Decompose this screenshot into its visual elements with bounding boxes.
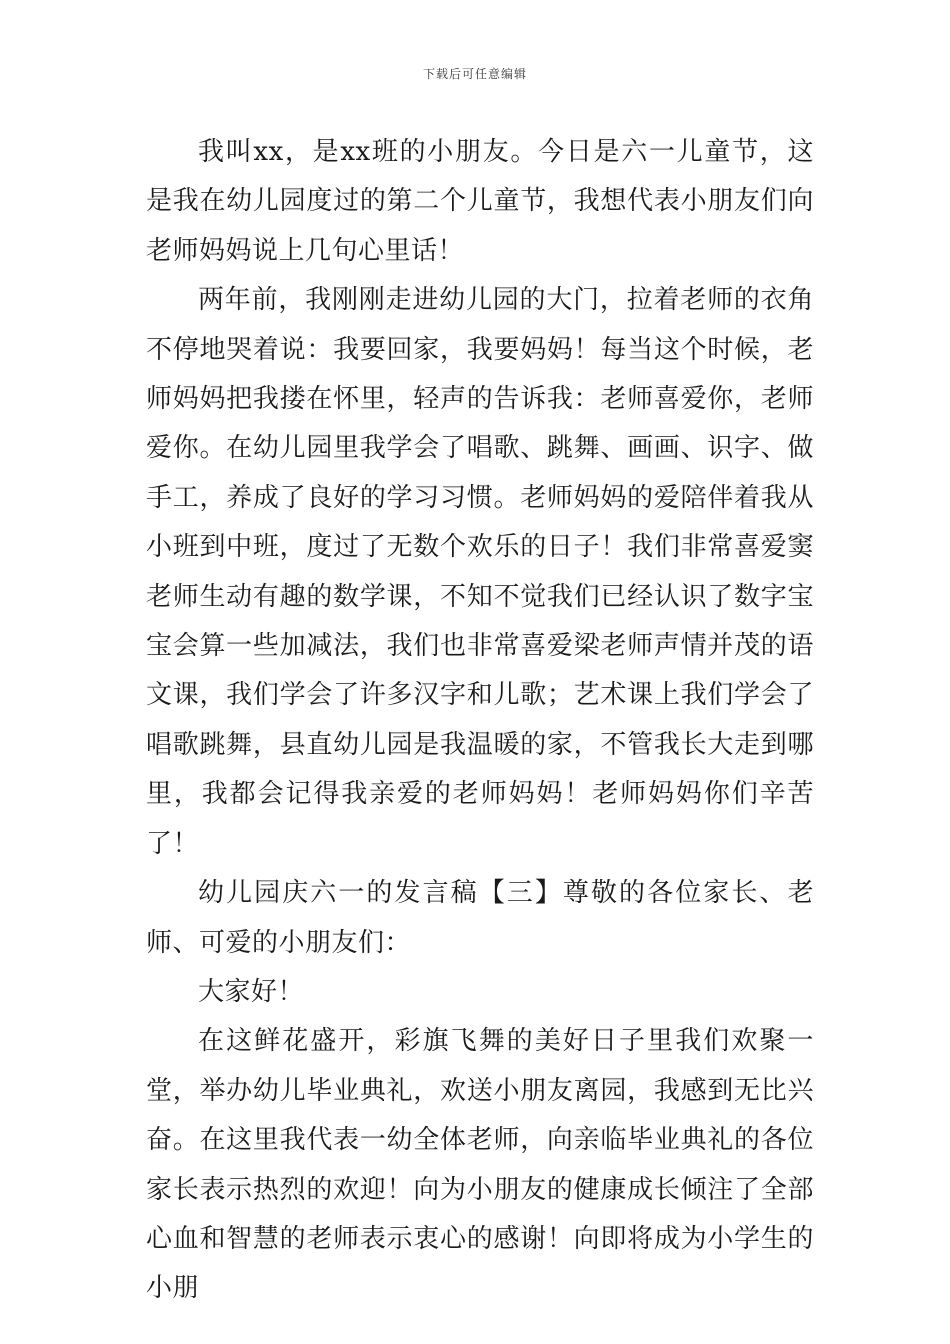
- paragraph-greeting: 大家好！: [198, 976, 305, 1007]
- paragraph-speech-title: 幼儿园庆六一的发言稿【三】尊敬的各位家长、老师、可爱的小朋友们：: [146, 878, 814, 958]
- paragraph-ceremony: 在这鲜花盛开，彩旗飞舞的美好日子里我们欢聚一堂，举办幼儿毕业典礼，欢送小朋友离园，我感到无比兴奋。在这里我代表一幼全体老师，向亲临毕业典礼的各位家长表示热烈的欢迎！向为小朋友的健康成长倾注了全部心血和智慧的老师表示衷心的感谢！向即将成为小学生的小朋: [146, 1026, 814, 1304]
- paragraph-intro: 我叫xx，是xx班的小朋友。今日是六一儿童节，这是我在幼儿园度过的第二个儿童节，我想代表小朋友们向老师妈妈说上几句心里话！: [146, 137, 814, 266]
- document-body: [146, 128, 814, 1314]
- header-note: 下载后可任意编辑: [422, 67, 527, 81]
- paragraph-memories: 两年前，我刚刚走进幼儿园的大门，拉着老师的衣角不停地哭着说：我要回家，我要妈妈！每当这个时候，老师妈妈把我搂在怀里，轻声的告诉我：老师喜爱你，老师爱你。在幼儿园里我学会了唱歌、跳舞、画画、识字、做手工，养成了良好的学习习惯。老师妈妈的爱陪伴着我从小班到中班，度过了无数个欢乐的日子！我们非常喜爱窦老师生动有趣的数学课，不知不觉我们已经认识了数字宝宝会算一些加减法，我们也非常喜爱梁老师声情并茂的语文课，我们学会了许多汉字和儿歌；艺术课上我们学会了唱歌跳舞，县直幼儿园是我温暖的家，不管我长大走到哪里，我都会记得我亲爱的老师妈妈！老师妈妈你们辛苦了！: [146, 285, 814, 859]
